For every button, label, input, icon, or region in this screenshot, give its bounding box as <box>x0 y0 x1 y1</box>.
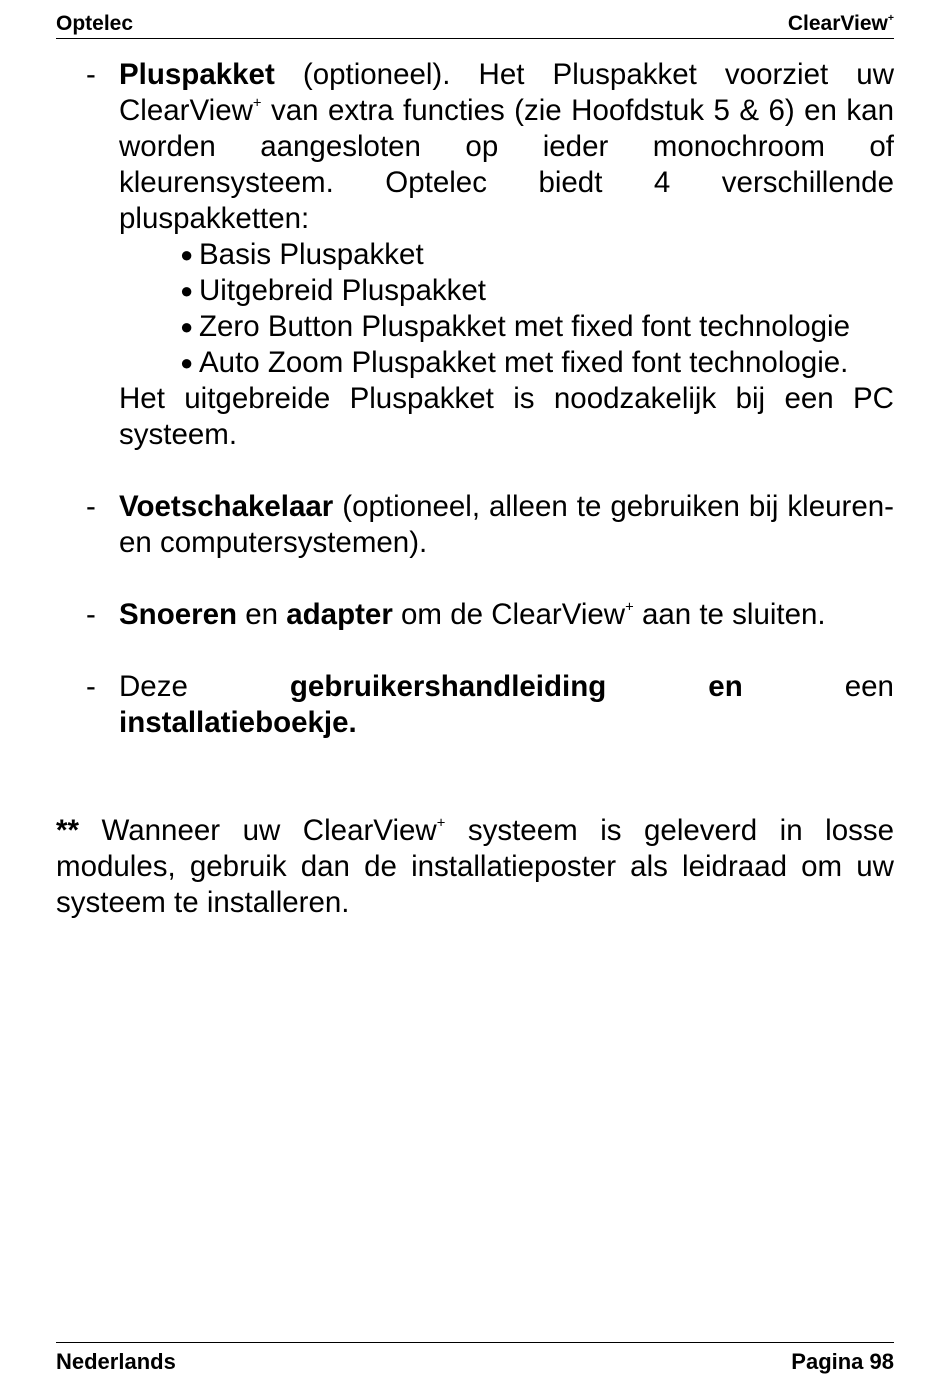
bullet-text: Basis Pluspakket <box>199 238 424 271</box>
bullet-icon: ● <box>180 314 194 339</box>
list-dash: - <box>86 598 96 631</box>
voetschakelaar-term: Voetschakelaar <box>119 490 334 523</box>
spacer <box>56 777 894 813</box>
list-item-pluspakket <box>56 57 894 237</box>
snoeren-paragraph <box>119 597 894 633</box>
pluspakket-text-1: (optioneel). Het Pluspakket voorziet uw ClearView <box>119 58 894 127</box>
list-dash: - <box>86 490 96 523</box>
pluspakket-paragraph <box>119 57 894 237</box>
spacer <box>56 633 894 669</box>
list-dash: - <box>86 670 96 703</box>
bullet-item <box>56 237 894 273</box>
document-body <box>56 57 894 921</box>
pluspakket-after <box>56 381 894 453</box>
handleiding-line-1 <box>119 669 894 705</box>
note-sup: + <box>436 815 446 832</box>
list-item-handleiding <box>56 669 894 741</box>
installation-note <box>56 813 894 921</box>
handleiding-line-2 <box>119 705 894 741</box>
bullet-item <box>56 345 894 381</box>
voetschakelaar-paragraph <box>119 489 894 561</box>
page-header <box>56 8 894 39</box>
pluspakket-text-2: van extra functies (zie Hoofdstuk 5 & 6) en kan worden aangesloten op ieder monochroom of kleurensysteem. Optelec biedt 4 verschillende pluspakketten: <box>119 94 894 235</box>
bullet-item <box>56 273 894 309</box>
voetschakelaar-text: (optioneel, alleen te gebruiken bij kleuren- en computersystemen). <box>119 490 894 559</box>
handleiding-word-4: een <box>844 670 894 703</box>
list-item-snoeren <box>56 597 894 633</box>
handleiding-word-1: Deze <box>119 670 188 703</box>
handleiding-word-2: gebruikershandleiding <box>289 670 607 703</box>
header-brand: Optelec <box>56 12 134 35</box>
installatieboekje-term: installatieboekje. <box>119 706 357 739</box>
spacer <box>56 453 894 489</box>
snoeren-sup: + <box>625 599 634 616</box>
list-dash: - <box>86 58 96 91</box>
note-text-2: systeem is geleverd in losse modules, gebruik dan de installatieposter als leidraad om uw systeem te installeren. <box>56 814 895 919</box>
footer-page-number: Pagina 98 <box>791 1349 894 1374</box>
spacer <box>56 561 894 597</box>
snoeren-text-2: om de ClearView <box>392 598 626 631</box>
bullet-icon: ● <box>180 242 194 267</box>
pluspakket-sup: + <box>252 95 262 112</box>
bullet-icon: ● <box>180 350 194 375</box>
pluspakket-term: Pluspakket <box>119 58 275 91</box>
bullet-icon: ● <box>180 278 194 303</box>
header-product <box>788 12 894 36</box>
header-product-name: ClearView <box>787 12 888 35</box>
note-stars: ** <box>56 814 79 847</box>
bullet-text: Zero Button Pluspakket met fixed font technologie <box>199 310 851 343</box>
handleiding-word-3: en <box>708 670 743 703</box>
header-product-sup: + <box>887 12 894 25</box>
bullet-text: Uitgebreid Pluspakket <box>199 274 486 307</box>
pluspakket-after-text: Het uitgebreide Pluspakket is noodzakelijk bij een PC systeem. <box>119 382 894 451</box>
page-footer <box>56 1342 894 1377</box>
spacer <box>56 741 894 777</box>
list-item-voetschakelaar <box>56 489 894 561</box>
bullet-item <box>56 309 894 345</box>
bullet-text: Auto Zoom Pluspakket met fixed font technologie. <box>199 346 849 379</box>
note-text-1: Wanneer uw ClearView <box>78 814 437 847</box>
snoeren-text-3: aan te sluiten. <box>633 598 826 631</box>
snoeren-text-1: en <box>237 598 287 631</box>
snoeren-term: Snoeren <box>119 598 238 631</box>
adapter-term: adapter <box>286 598 393 631</box>
footer-language: Nederlands <box>56 1349 176 1374</box>
